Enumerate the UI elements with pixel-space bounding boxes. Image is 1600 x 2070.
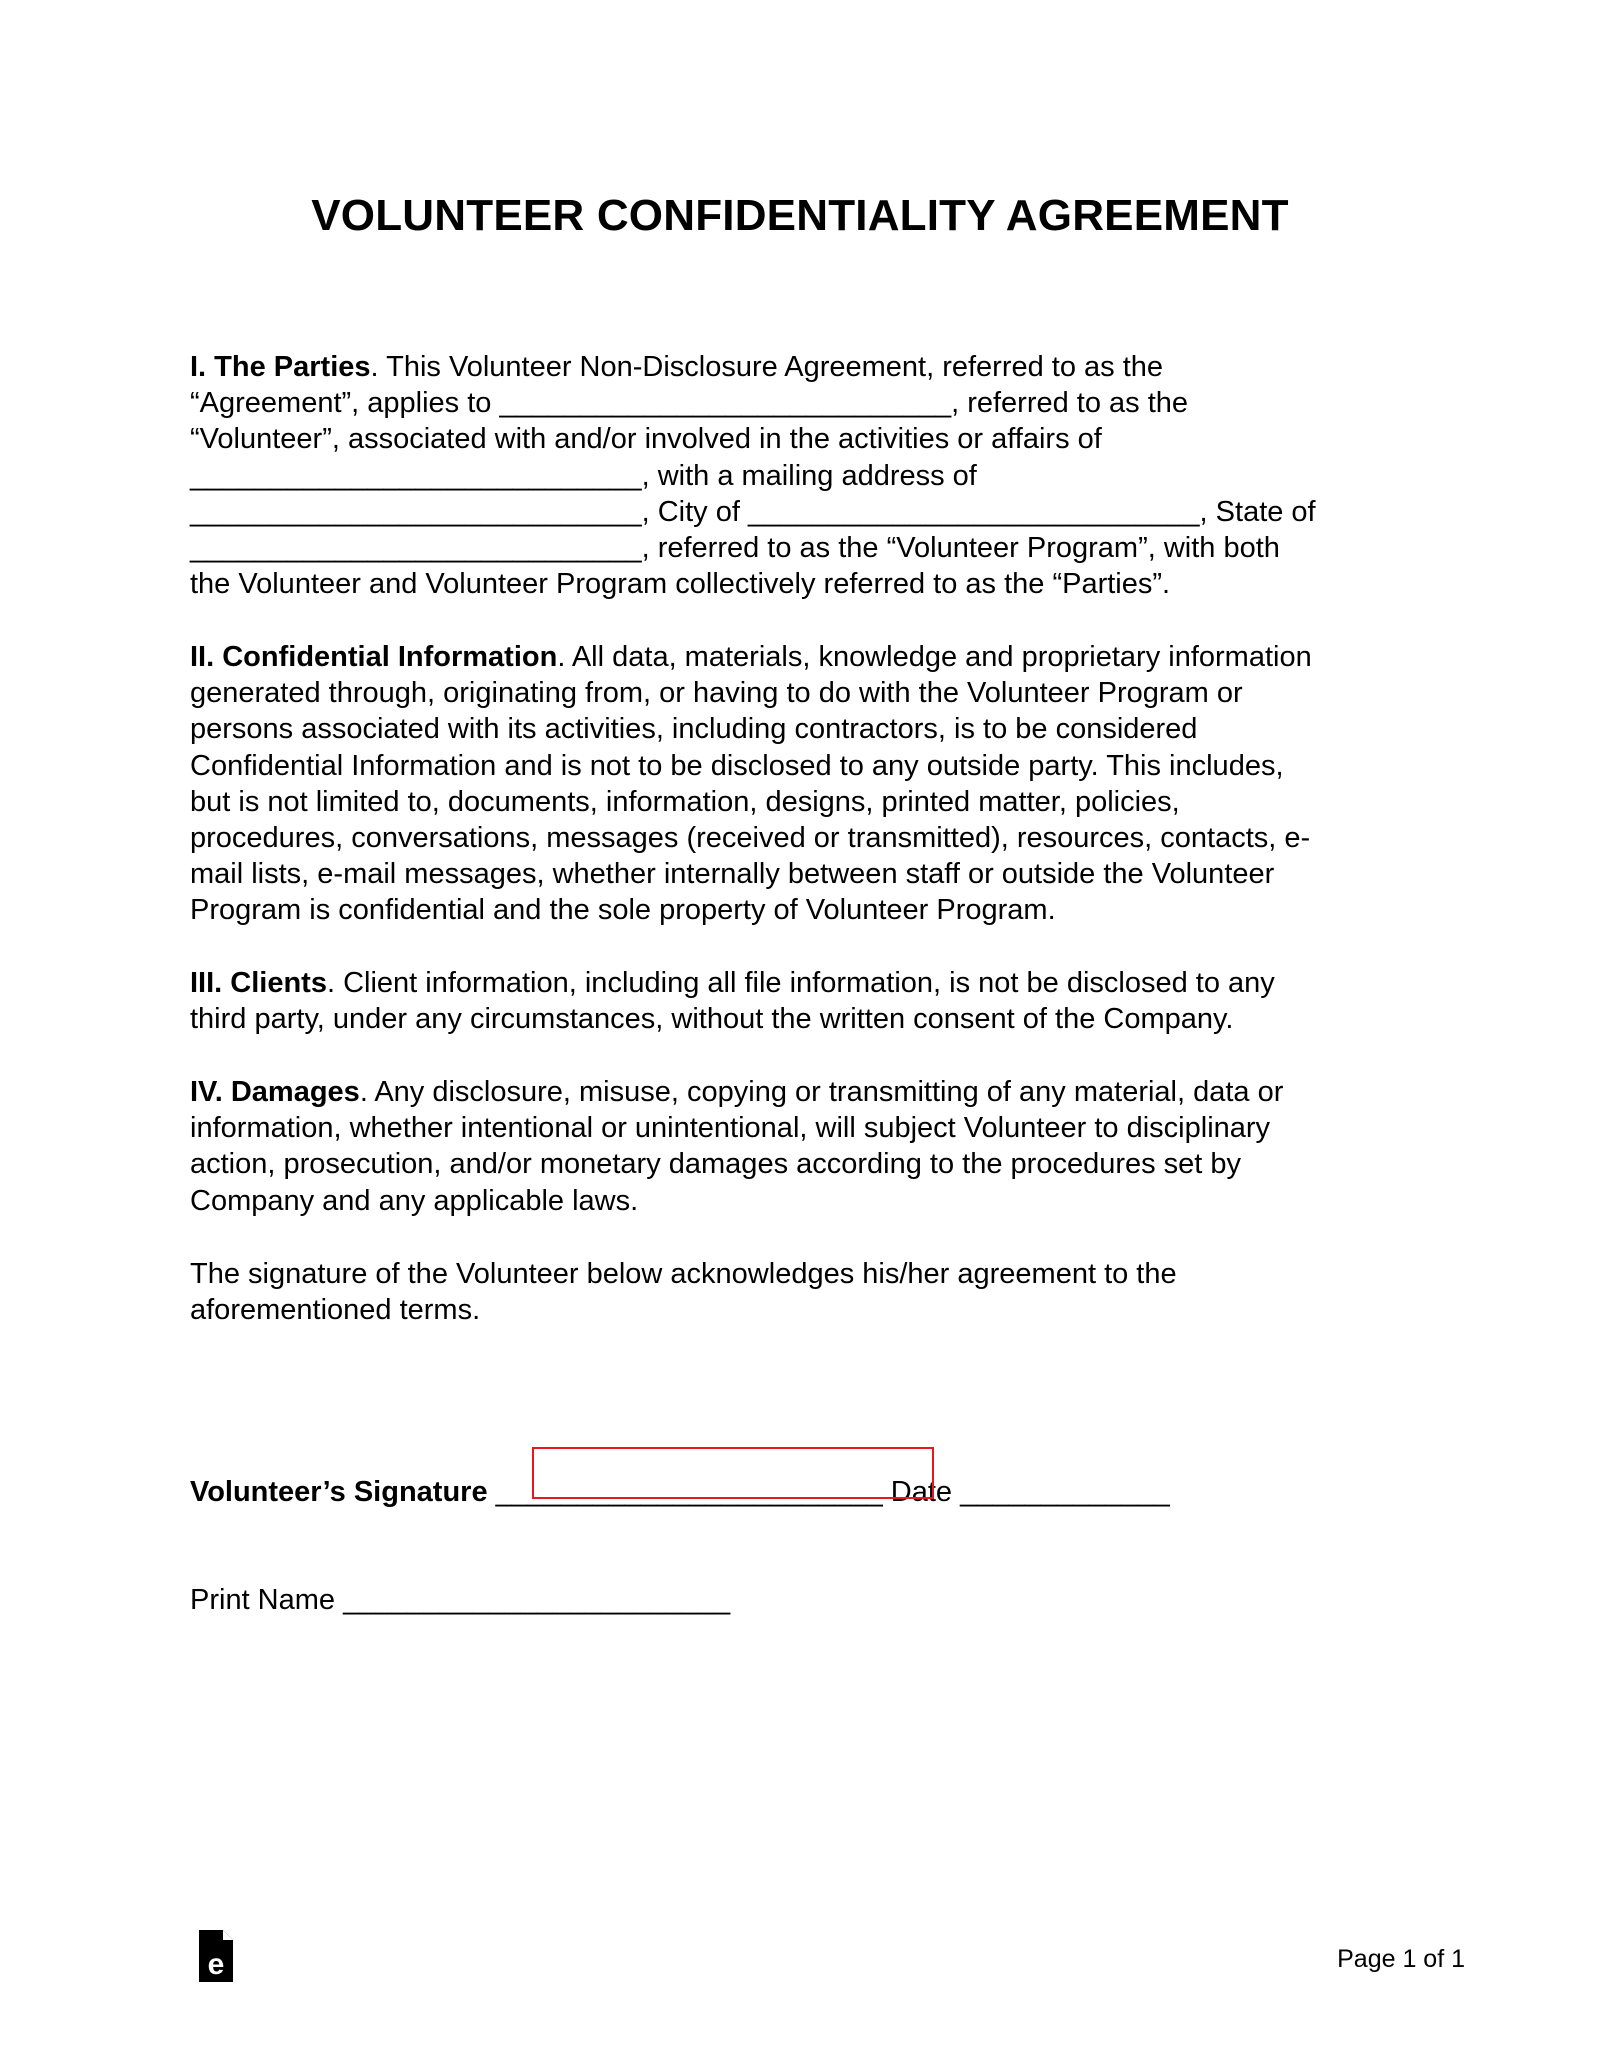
section-line: the Volunteer and Volunteer Program collectively referred to as the “Parties”. bbox=[190, 568, 1171, 601]
section-parties bbox=[190, 349, 1420, 602]
section-line: third party, under any circumstances, without the written consent of the Company. bbox=[190, 1003, 1234, 1036]
section-line: “Volunteer”, associated with and/or involved in the activities or affairs of bbox=[190, 423, 1102, 456]
print-name-field[interactable]: ________________________ bbox=[335, 1584, 731, 1616]
section-heading-parties: I. The Parties bbox=[190, 351, 371, 383]
section-line: generated through, originating from, or having to do with the Volunteer Program or bbox=[190, 677, 1243, 710]
section-line: ____________________________, with a mailing address of bbox=[190, 459, 977, 492]
acknowledgment-paragraph bbox=[190, 1256, 1420, 1328]
section-line: action, prosecution, and/or monetary damages according to the procedures set by bbox=[190, 1148, 1242, 1181]
section-damages bbox=[190, 1074, 1420, 1219]
section-text: . Any disclosure, misuse, copying or transmitting of any material, data or bbox=[359, 1076, 1284, 1108]
section-line: aforementioned terms. bbox=[190, 1294, 481, 1327]
print-name-label: Print Name bbox=[190, 1584, 336, 1616]
section-clients bbox=[190, 965, 1420, 1037]
signature-field-highlight[interactable] bbox=[532, 1447, 934, 1499]
section-line: ____________________________, referred to as the “Volunteer Program”, with both bbox=[190, 532, 1280, 565]
section-line: persons associated with its activities, including contractors, is to be considered bbox=[190, 713, 1198, 746]
document-title: VOLUNTEER CONFIDENTIALITY AGREEMENT bbox=[311, 191, 1289, 240]
page-number: Page 1 of 1 bbox=[1337, 1945, 1465, 1973]
section-line: mail lists, e-mail messages, whether internally between staff or outside the Volunteer bbox=[190, 858, 1275, 891]
section-line: The signature of the Volunteer below acknowledges his/her agreement to the bbox=[190, 1258, 1177, 1290]
section-line: but is not limited to, documents, information, designs, printed matter, policies, bbox=[190, 785, 1180, 818]
section-line: Company and any applicable laws. bbox=[190, 1184, 639, 1217]
section-text: . Client information, including all file information, is not be disclosed to any bbox=[326, 967, 1275, 999]
svg-text:e: e bbox=[207, 1948, 225, 1981]
section-line bbox=[190, 965, 1420, 1001]
section-line: ____________________________, City of ____________________________, State of bbox=[190, 495, 1316, 528]
eforms-logo-icon bbox=[197, 1930, 235, 1982]
section-line bbox=[190, 349, 1420, 385]
section-text: . All data, materials, knowledge and proprietary information bbox=[557, 641, 1312, 673]
section-heading-clients: III. Clients bbox=[190, 967, 327, 999]
section-heading-confidential: II. Confidential Information bbox=[190, 641, 558, 673]
section-line: “Agreement”, applies to ____________________________, referred to as the bbox=[190, 387, 1189, 420]
section-line: Confidential Information and is not to be disclosed to any outside party. This includes, bbox=[190, 749, 1284, 782]
date-field[interactable]: _____________ bbox=[952, 1476, 1170, 1508]
section-line: procedures, conversations, messages (received or transmitted), resources, contacts, e- bbox=[190, 822, 1311, 855]
section-line bbox=[190, 639, 1420, 675]
section-line: information, whether intentional or unintentional, will subject Volunteer to disciplinary bbox=[190, 1112, 1271, 1145]
section-line bbox=[190, 1074, 1420, 1110]
print-name-row bbox=[190, 1582, 730, 1618]
section-heading-damages: IV. Damages bbox=[190, 1076, 360, 1108]
section-line: Program is confidential and the sole property of Volunteer Program. bbox=[190, 894, 1056, 927]
signature-field[interactable]: ________________________ bbox=[487, 1476, 891, 1508]
section-confidential-information bbox=[190, 639, 1420, 929]
date-label: Date bbox=[890, 1476, 953, 1508]
signature-label: Volunteer’s Signature bbox=[190, 1476, 488, 1508]
section-text: . This Volunteer Non-Disclosure Agreement, referred to as the bbox=[370, 351, 1164, 383]
